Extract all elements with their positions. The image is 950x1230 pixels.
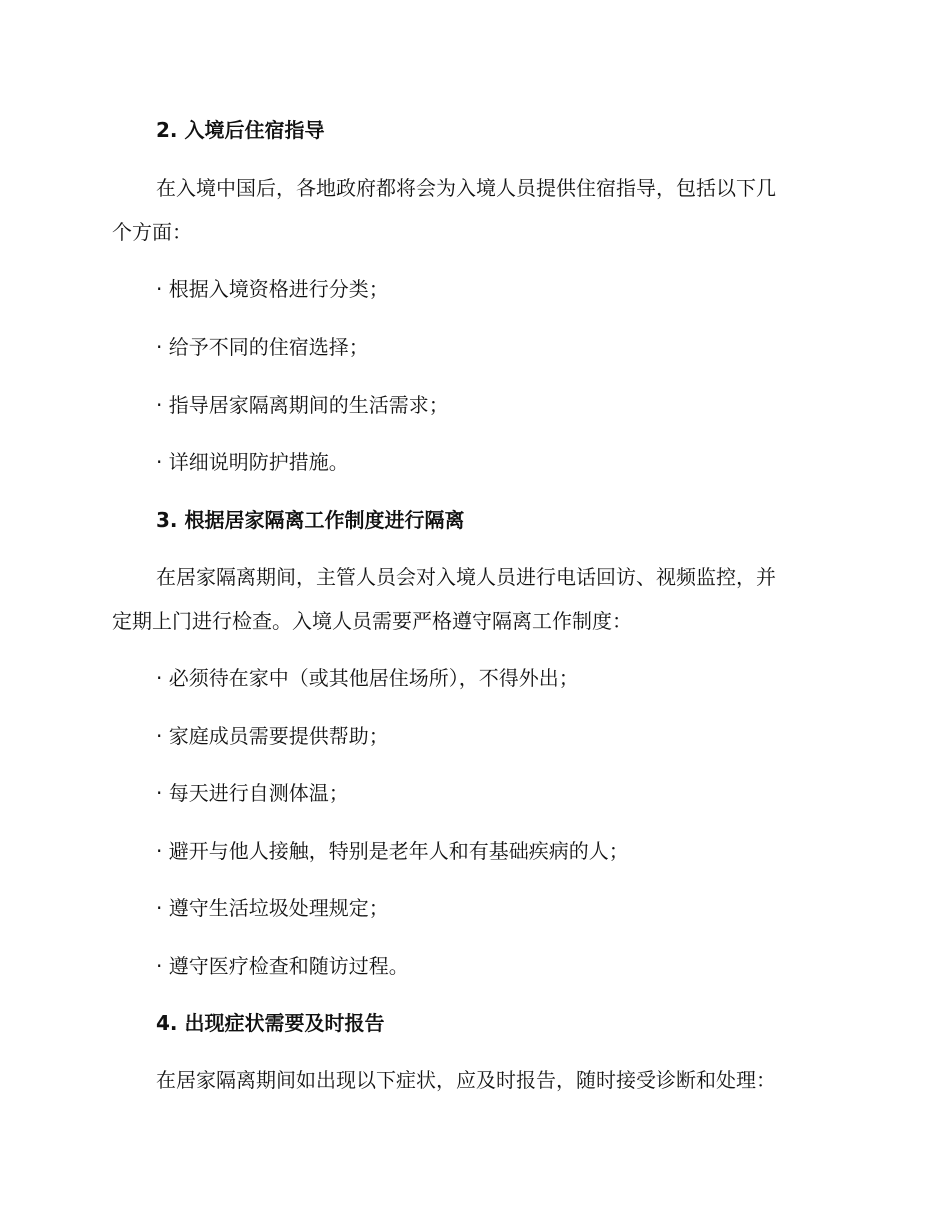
list-item: · 遵守医疗检查和随访过程。 (156, 954, 409, 978)
list-item: · 家庭成员需要提供帮助； (156, 724, 389, 748)
list-item: · 遵守生活垃圾处理规定； (156, 896, 389, 920)
section-heading: 3. 根据居家隔离工作制度进行隔离 (156, 508, 465, 532)
section-heading: 2. 入境后住宿指导 (156, 118, 325, 142)
list-item: · 每天进行自测体温； (156, 781, 349, 805)
paragraph-line: 个方面： (112, 220, 192, 244)
list-item: · 给予不同的住宿选择； (156, 335, 369, 359)
section-heading: 4. 出现症状需要及时报告 (156, 1011, 385, 1035)
list-item: · 必须待在家中（或其他居住场所），不得外出； (156, 666, 579, 690)
list-item: · 指导居家隔离期间的生活需求； (156, 393, 449, 417)
list-item: · 避开与他人接触，特别是老年人和有基础疾病的人； (156, 839, 629, 863)
paragraph-line: 定期上门进行检查。入境人员需要严格遵守隔离工作制度： (112, 609, 632, 633)
list-item: · 详细说明防护措施。 (156, 450, 349, 474)
paragraph-line: 在入境中国后，各地政府都将会为入境人员提供住宿指导，包括以下几 (156, 176, 776, 200)
paragraph-line: 在居家隔离期间如出现以下症状，应及时报告，随时接受诊断和处理： (156, 1068, 776, 1092)
list-item: · 根据入境资格进行分类； (156, 277, 389, 301)
paragraph-line: 在居家隔离期间，主管人员会对入境人员进行电话回访、视频监控，并 (156, 565, 776, 589)
